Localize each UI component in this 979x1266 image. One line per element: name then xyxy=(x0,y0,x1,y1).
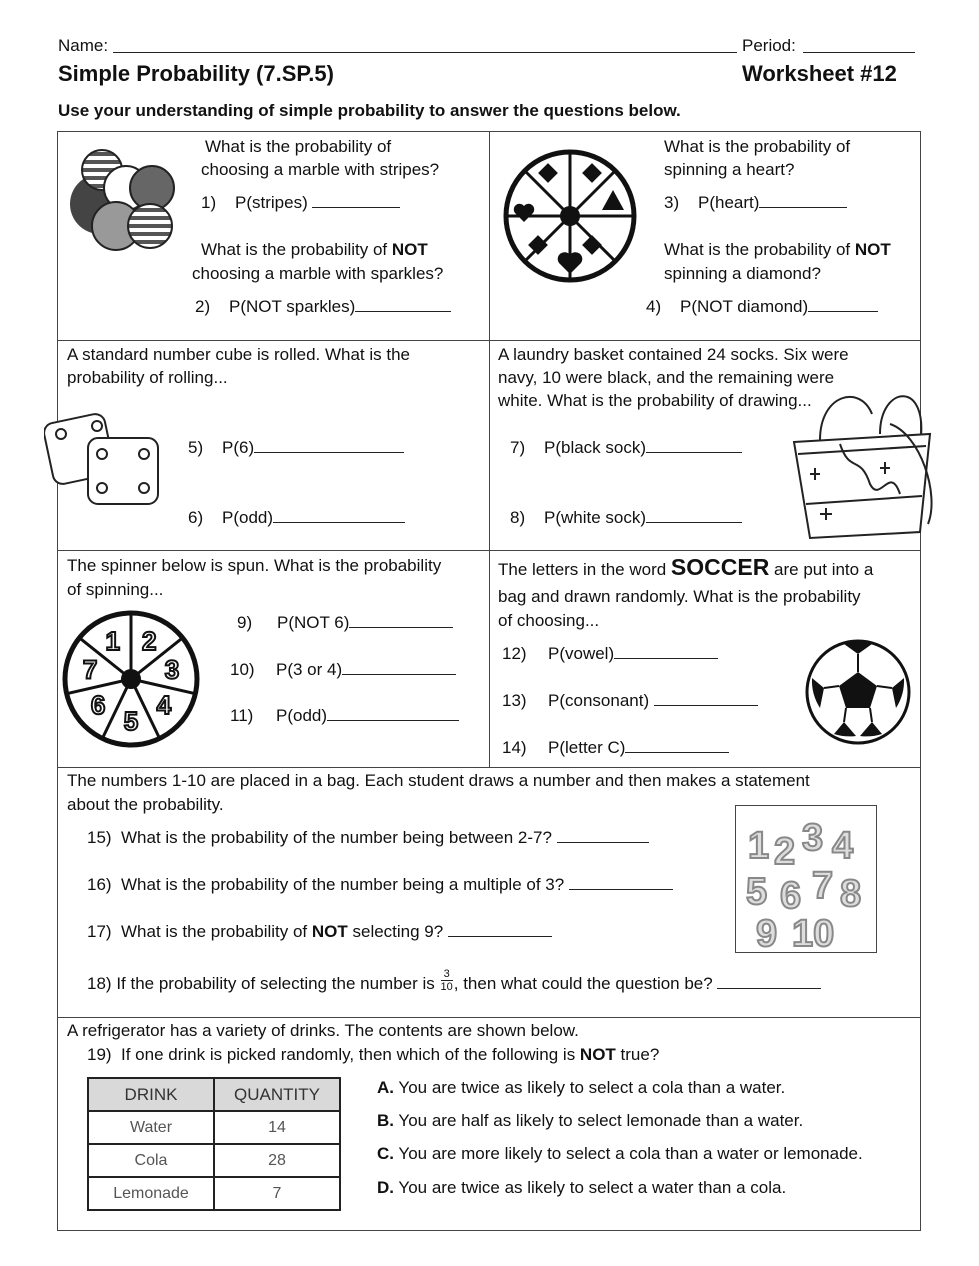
answer-blank-6[interactable] xyxy=(273,507,405,523)
table-cell: Lemonade xyxy=(88,1177,214,1210)
question-6: 6) P(odd) xyxy=(188,506,405,529)
table-header: DRINK xyxy=(88,1078,214,1111)
spinner-sector-label: 5 xyxy=(123,706,139,736)
page-title: Simple Probability (7.SP.5) xyxy=(58,61,334,86)
answer-blank-2[interactable] xyxy=(355,296,451,312)
question-7: 7) P(black sock) xyxy=(510,436,742,459)
q3-prompt: What is the probability of xyxy=(664,137,851,156)
numbers-image-frame xyxy=(735,805,877,953)
question-10: 10) P(3 or 4) xyxy=(230,658,456,681)
laundry-basket-image xyxy=(780,384,944,550)
number-spinner-image xyxy=(60,608,202,750)
question-15: 15) What is the probability of the number being between 2-7? xyxy=(87,826,649,849)
question-14: 14) P(letter C) xyxy=(502,736,729,759)
soccer-prompt-l2: bag and drawn randomly. What is the probability xyxy=(498,587,861,606)
name-label: Name: xyxy=(58,36,109,55)
number-glyph: 3 xyxy=(802,817,824,859)
question-18: 18) If the probability of selecting the number is $\frac{3}{10}$ , then what could the question be? xyxy=(87,972,821,995)
number-glyph: 7 xyxy=(812,865,834,907)
worksheet-number: Worksheet #12 xyxy=(742,61,897,86)
table-cell: Water xyxy=(88,1111,214,1144)
answer-blank-14[interactable] xyxy=(625,737,729,753)
answer-blank-7[interactable] xyxy=(646,437,742,453)
table-row xyxy=(88,1177,340,1210)
number-glyph: 10 xyxy=(792,913,835,952)
spinner-sector-label: 7 xyxy=(82,654,98,685)
dice-image xyxy=(44,404,164,512)
spinner-sector-label: 3 xyxy=(164,654,180,685)
q4-prompt-l2: spinning a diamond? xyxy=(664,264,821,283)
answer-blank-16[interactable] xyxy=(569,874,673,890)
q1-prompt-l2: choosing a marble with stripes? xyxy=(201,160,440,179)
question-17: 17) What is the probability of NOT selecting 9? xyxy=(87,920,552,943)
spinner-sector-label: 2 xyxy=(141,626,157,657)
numbers-bag-prompt: The numbers 1-10 are placed in a bag. Each student draws a number and then makes a statement xyxy=(67,771,810,790)
spinner-sector-label: 4 xyxy=(156,690,172,721)
dice-prompt-l2: probability of rolling... xyxy=(67,368,228,387)
number-glyph: 9 xyxy=(756,913,778,952)
spinner-sector-label: 1 xyxy=(105,626,121,657)
question-5: 5) P(6) xyxy=(188,436,404,459)
table-header: QUANTITY xyxy=(214,1078,340,1111)
table-cell: 14 xyxy=(214,1111,340,1144)
answer-blank-11[interactable] xyxy=(327,705,459,721)
soccer-prompt: The letters in the word SOCCER are put into a xyxy=(498,554,874,580)
question-19: 19) If one drink is picked randomly, then which of the following is NOT true? xyxy=(87,1045,660,1064)
table-cell: 28 xyxy=(214,1144,340,1177)
answer-blank-12[interactable] xyxy=(614,643,718,659)
number-glyph: 1 xyxy=(748,825,770,867)
question-2: 2) P(NOT sparkles) xyxy=(195,295,451,318)
answer-blank-3[interactable] xyxy=(759,192,847,208)
q2-prompt: What is the probability of NOT xyxy=(201,240,428,259)
answer-blank-15[interactable] xyxy=(557,827,649,843)
number-glyph: 4 xyxy=(832,825,854,867)
option-b[interactable]: B. You are half as likely to select lemonade than a water. xyxy=(377,1111,804,1130)
answer-blank-17[interactable] xyxy=(448,921,552,937)
number-glyph: 5 xyxy=(746,871,768,913)
answer-blank-8[interactable] xyxy=(646,507,742,523)
dice-prompt: A standard number cube is rolled. What is the xyxy=(67,345,411,364)
number-spinner-prompt: The spinner below is spun. What is the probability xyxy=(67,556,442,575)
question-16: 16) What is the probability of the number being a multiple of 3? xyxy=(87,873,673,896)
name-field[interactable] xyxy=(113,52,737,53)
question-13: 13) P(consonant) xyxy=(502,689,758,712)
fraction: $\frac{3}{10}$ xyxy=(440,968,453,994)
answer-blank-1[interactable] xyxy=(312,192,400,208)
q3-prompt-l2: spinning a heart? xyxy=(664,160,795,179)
question-12: 12) P(vowel) xyxy=(502,642,718,665)
marbles-image xyxy=(64,148,184,256)
number-glyph: 8 xyxy=(840,873,862,915)
answer-blank-4[interactable] xyxy=(808,296,878,312)
table-header-row xyxy=(88,1078,340,1111)
question-1: 1) P(stripes) xyxy=(201,191,400,214)
answer-blank-18[interactable] xyxy=(717,973,821,989)
soccer-prompt-l3: of choosing... xyxy=(498,611,600,630)
numbers-image xyxy=(736,806,876,952)
socks-prompt-l2: navy, 10 were black, and the remaining were xyxy=(498,368,835,387)
answer-blank-9[interactable] xyxy=(349,612,453,628)
numbers-bag-prompt-l2: about the probability. xyxy=(67,795,224,814)
option-c[interactable]: C. You are more likely to select a cola than a water or lemonade. xyxy=(377,1144,863,1163)
q1-prompt: What is the probability of xyxy=(205,137,392,156)
shape-spinner-image xyxy=(500,146,640,286)
table-cell: Cola xyxy=(88,1144,214,1177)
table-row xyxy=(88,1111,340,1144)
question-8: 8) P(white sock) xyxy=(510,506,742,529)
question-11: 11) P(odd) xyxy=(230,704,459,727)
period-field[interactable] xyxy=(803,52,915,53)
q4-prompt: What is the probability of NOT xyxy=(664,240,891,259)
answer-blank-10[interactable] xyxy=(342,659,456,675)
table-row xyxy=(88,1144,340,1177)
q2-prompt-l2: choosing a marble with sparkles? xyxy=(192,264,444,283)
table-cell: 7 xyxy=(214,1177,340,1210)
socks-prompt: A laundry basket contained 24 socks. Six were xyxy=(498,345,849,364)
question-4: 4) P(NOT diamond) xyxy=(646,295,878,318)
number-glyph: 6 xyxy=(780,875,802,917)
option-d[interactable]: D. You are twice as likely to select a water than a cola. xyxy=(377,1178,787,1197)
answer-blank-5[interactable] xyxy=(254,437,404,453)
fridge-prompt: A refrigerator has a variety of drinks. The contents are shown below. xyxy=(67,1021,579,1040)
option-a[interactable]: A. You are twice as likely to select a cola than a water. xyxy=(377,1078,786,1097)
question-3: 3) P(heart) xyxy=(664,191,847,214)
number-spinner-prompt-l2: of spinning... xyxy=(67,580,164,599)
socks-prompt-l3: white. What is the probability of drawing... xyxy=(498,391,812,410)
instructions: Use your understanding of simple probability to answer the questions below. xyxy=(58,101,681,120)
spinner-sector-label: 6 xyxy=(90,690,106,721)
answer-blank-13[interactable] xyxy=(654,690,758,706)
drinks-table xyxy=(87,1077,341,1211)
period-label: Period: xyxy=(742,36,796,55)
soccer-ball-image xyxy=(804,638,912,746)
number-glyph: 2 xyxy=(774,831,796,873)
question-9: 9) P(NOT 6) xyxy=(237,611,453,634)
